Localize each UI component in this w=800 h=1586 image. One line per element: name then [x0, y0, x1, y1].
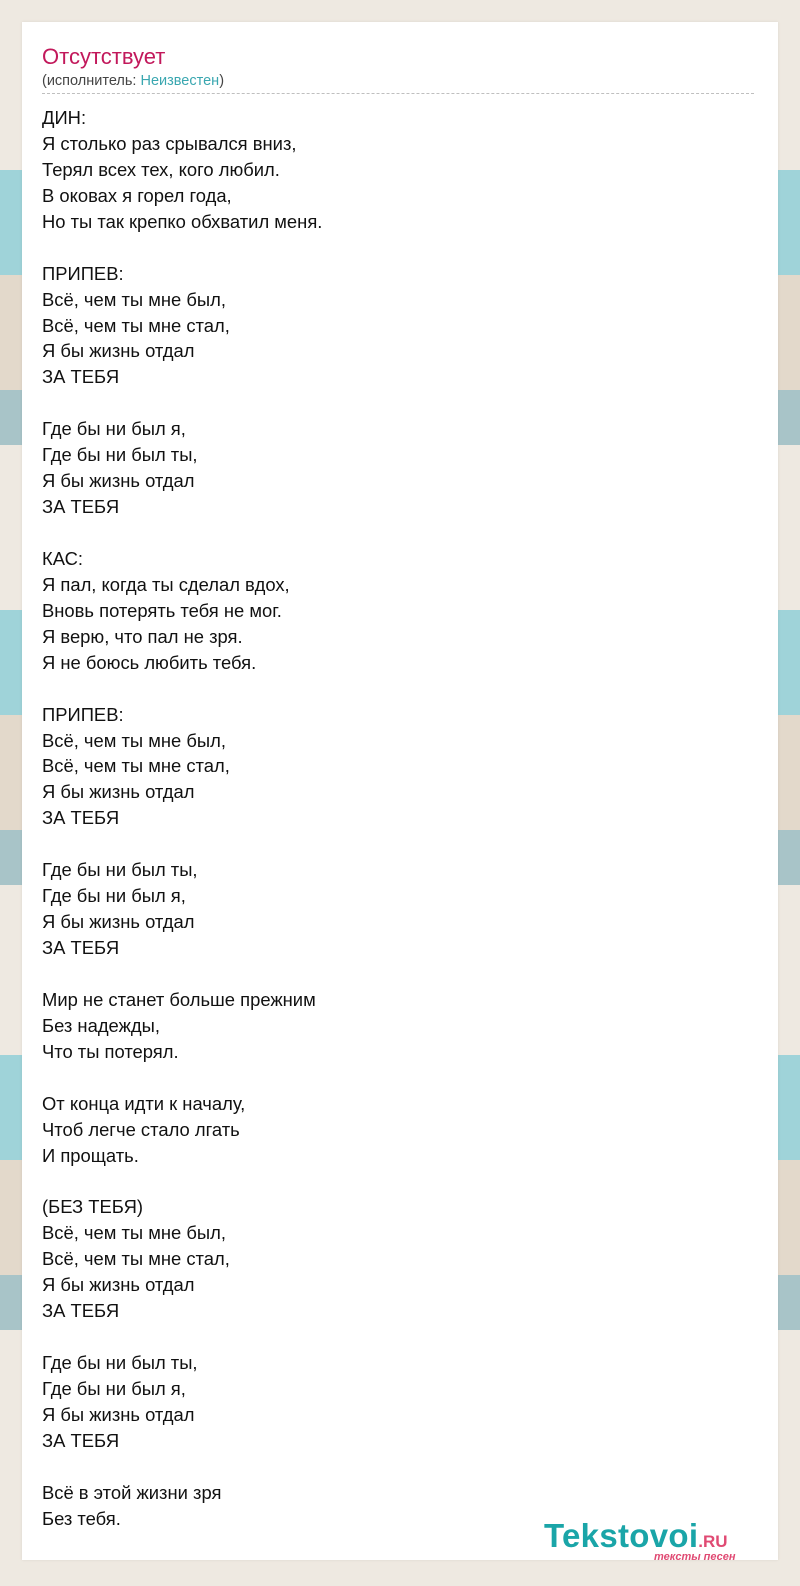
lyric-line: Всё, чем ты мне был,: [42, 1222, 226, 1244]
lyric-line: [42, 1168, 742, 1194]
lyric-line: [42, 831, 742, 857]
lyric-line: ЗА ТЕБЯ: [42, 937, 120, 958]
lyric-line: [42, 520, 742, 546]
lyric-line: [42, 1065, 742, 1091]
lyric-line: Я верю, что пал не зря.: [42, 625, 243, 647]
performer-suffix: ): [219, 73, 225, 89]
lyric-line: Всё, чем ты мне стал,: [42, 755, 230, 777]
lyric-line: Я бы жизнь отдал: [42, 1274, 195, 1296]
lyric-line: ЗА ТЕБЯ: [42, 807, 120, 829]
lyric-line: В оковах я горел года,: [42, 184, 232, 206]
lyric-line: Я бы жизнь отдал: [42, 911, 195, 933]
lyric-line: Я бы жизнь отдал: [42, 1403, 195, 1425]
lyric-line: Всё, чем ты мне был,: [42, 288, 226, 310]
lyric-line: Всё, чем ты мне стал,: [42, 314, 230, 336]
lyric-line: ДИН:: [42, 107, 87, 128]
lyric-line: И прощать.: [42, 1144, 139, 1166]
lyric-line: Где бы ни был я,: [42, 418, 186, 440]
lyric-line: Без тебя.: [42, 1507, 121, 1529]
lyric-line: Я столько раз срывался вниз,: [42, 132, 297, 154]
performer-line: [42, 72, 224, 90]
lyric-line: [42, 235, 742, 261]
divider: [42, 93, 754, 94]
logo-tld: .RU: [698, 1532, 728, 1551]
lyric-line: Где бы ни был я,: [42, 885, 186, 907]
lyric-line: ЗА ТЕБЯ: [42, 496, 120, 518]
lyric-line: ЗА ТЕБЯ: [42, 1300, 120, 1322]
lyric-line: Всё в этой жизни зря: [42, 1481, 222, 1503]
lyric-line: Вновь потерять тебя не мог.: [42, 599, 282, 621]
lyric-line: ПРИПЕВ:: [42, 703, 124, 725]
lyric-line: [42, 1454, 742, 1480]
lyric-line: Я бы жизнь отдал: [42, 470, 195, 492]
lyric-line: Я не боюсь любить тебя.: [42, 651, 257, 673]
lyric-line: Что ты потерял.: [42, 1040, 179, 1062]
lyric-line: Всё, чем ты мне был,: [42, 729, 226, 751]
lyric-line: Без надежды,: [42, 1014, 160, 1036]
lyric-line: [42, 390, 742, 416]
lyric-line: Где бы ни был я,: [42, 1377, 186, 1399]
lyric-line: (БЕЗ ТЕБЯ): [42, 1196, 144, 1218]
lyrics-text: [42, 105, 742, 1532]
lyric-line: Я бы жизнь отдал: [42, 340, 195, 362]
lyric-line: ЗА ТЕБЯ: [42, 366, 120, 388]
lyric-line: [42, 961, 742, 987]
lyric-line: Чтоб легче стало лгать: [42, 1118, 240, 1140]
performer-prefix: (исполнитель:: [42, 73, 141, 89]
lyric-line: Где бы ни был ты,: [42, 859, 198, 881]
site-logo[interactable]: [544, 1517, 774, 1563]
lyric-line: КАС:: [42, 547, 83, 569]
lyric-line: Я пал, когда ты сделал вдох,: [42, 573, 290, 595]
lyric-line: Всё, чем ты мне стал,: [42, 1248, 230, 1270]
lyric-line: Мир не станет больше прежним: [42, 988, 316, 1010]
lyric-line: ПРИПЕВ:: [42, 262, 124, 284]
lyric-line: Я бы жизнь отдал: [42, 781, 195, 803]
lyric-line: Где бы ни был ты,: [42, 444, 198, 466]
song-title: Отсутствует: [42, 44, 166, 69]
logo-tagline: тексты песен: [654, 1551, 736, 1563]
lyric-line: От конца идти к началу,: [42, 1092, 246, 1114]
logo-name: Tekstovoi: [544, 1517, 699, 1554]
artist-link[interactable]: Неизвестен: [140, 73, 220, 89]
lyric-line: ЗА ТЕБЯ: [42, 1429, 120, 1451]
lyric-line: Терял всех тех, кого любил.: [42, 158, 280, 180]
lyric-line: Где бы ни был ты,: [42, 1352, 198, 1373]
lyric-line: [42, 1324, 742, 1350]
lyric-line: [42, 676, 742, 702]
lyric-line: Но ты так крепко обхватил меня.: [42, 210, 323, 232]
lyrics-card: [22, 22, 778, 1560]
